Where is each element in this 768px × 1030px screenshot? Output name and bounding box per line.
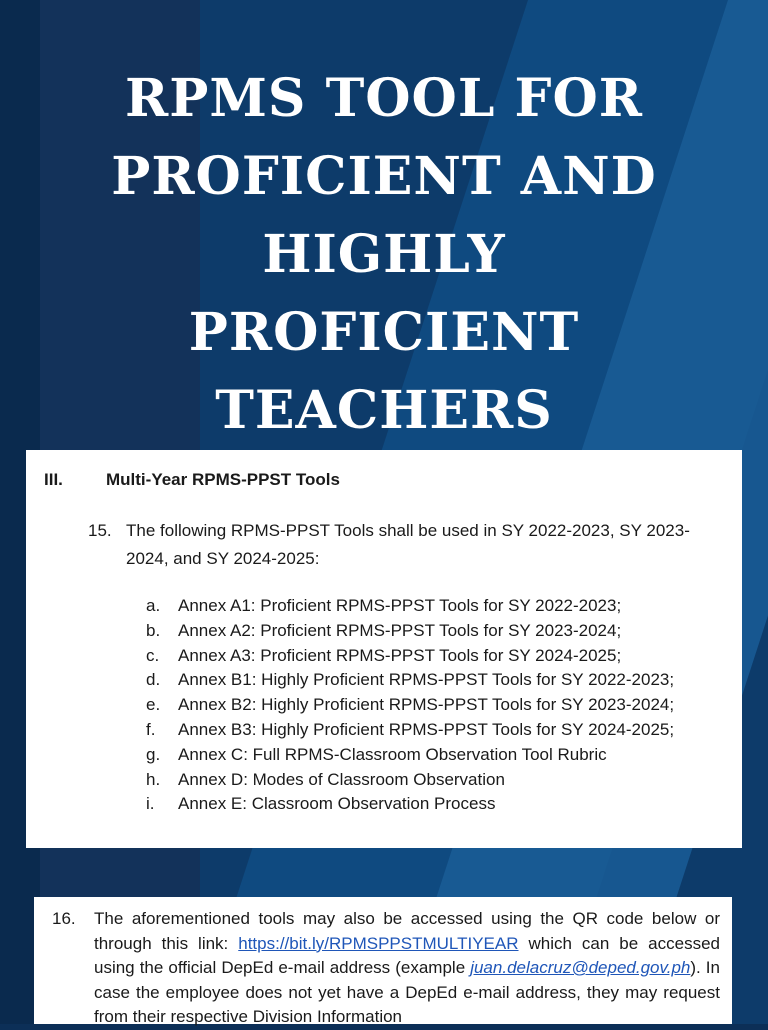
list-letter: b. (146, 620, 161, 640)
paragraph-text (94, 907, 720, 1030)
list-text: Annex A1: Proficient RPMS-PPST Tools for SY 2022-2023; (178, 596, 622, 615)
list-letter: d. (146, 670, 161, 690)
paragraph-number: 15. (88, 521, 112, 540)
section-title: Multi-Year RPMS-PPST Tools (106, 470, 340, 489)
list-text: Annex D: Modes of Classroom Observation (178, 769, 505, 789)
page-title (0, 60, 768, 450)
list-letter: h. (146, 769, 161, 789)
paragraph-text-part: which can be accessed using the official DepEd e-mail address (example (94, 933, 720, 977)
example-email-link[interactable]: juan.delacruz@deped.gov.ph (470, 958, 691, 977)
title-line: PROFICIENT AND (111, 146, 657, 207)
list-item (146, 718, 674, 743)
list-item (146, 693, 674, 718)
paragraph-text: The following RPMS-PPST Tools shall be used in SY 2022-2023, SY 2023-2024, and SY 2024-2025: (126, 521, 690, 568)
list-letter: e. (146, 695, 161, 715)
list-item (146, 594, 674, 619)
multiyear-tools-link[interactable]: https://bit.ly/RPMSPPSTMULTIYEAR (238, 933, 519, 953)
title-line: TEACHERS (215, 380, 553, 441)
list-text: Annex B1: Highly Proficient RPMS-PPST Tools for SY 2022-2023; (178, 670, 675, 690)
list-item (146, 768, 674, 793)
list-letter: f. (146, 719, 156, 739)
list-text: Annex A2: Proficient RPMS-PPST Tools for SY 2023-2024; (178, 620, 622, 640)
annex-list (146, 594, 674, 817)
list-item (146, 792, 674, 817)
list-text: Annex B3: Highly Proficient RPMS-PPST Tools for SY 2024-2025; (178, 719, 675, 739)
paragraph-16 (52, 907, 720, 1030)
title-line: PROFICIENT (188, 302, 580, 363)
list-text: Annex B2: Highly Proficient RPMS-PPST Tools for SY 2023-2024; (178, 695, 675, 715)
document-excerpt-1 (26, 450, 742, 848)
document-excerpt-2 (34, 897, 732, 1024)
paragraph-number: 16. (52, 909, 76, 928)
list-item (146, 668, 674, 693)
title-line: RPMS TOOL FOR (125, 68, 643, 129)
section-number: III. (44, 470, 63, 489)
section-heading (44, 470, 340, 490)
list-letter: i. (146, 794, 155, 814)
list-text: Annex E: Classroom Observation Process (178, 794, 496, 814)
paragraph-text-part: The aforementioned tools may also be accessed using the QR code below or through this link: (94, 909, 720, 953)
paragraph-text-part: ). In case the employee does not yet have a DepEd e-mail address, they may request from their respective Division Information (94, 958, 720, 1026)
title-line: HIGHLY (262, 224, 506, 285)
list-text: Annex C: Full RPMS-Classroom Observation Tool Rubric (178, 744, 607, 764)
list-letter: c. (146, 645, 160, 665)
list-letter: a. (146, 596, 161, 615)
list-item (146, 619, 674, 644)
paragraph-15 (88, 517, 728, 573)
list-item (146, 644, 674, 669)
list-text: Annex A3: Proficient RPMS-PPST Tools for SY 2024-2025; (178, 645, 622, 665)
list-item (146, 743, 674, 768)
list-letter: g. (146, 744, 161, 764)
